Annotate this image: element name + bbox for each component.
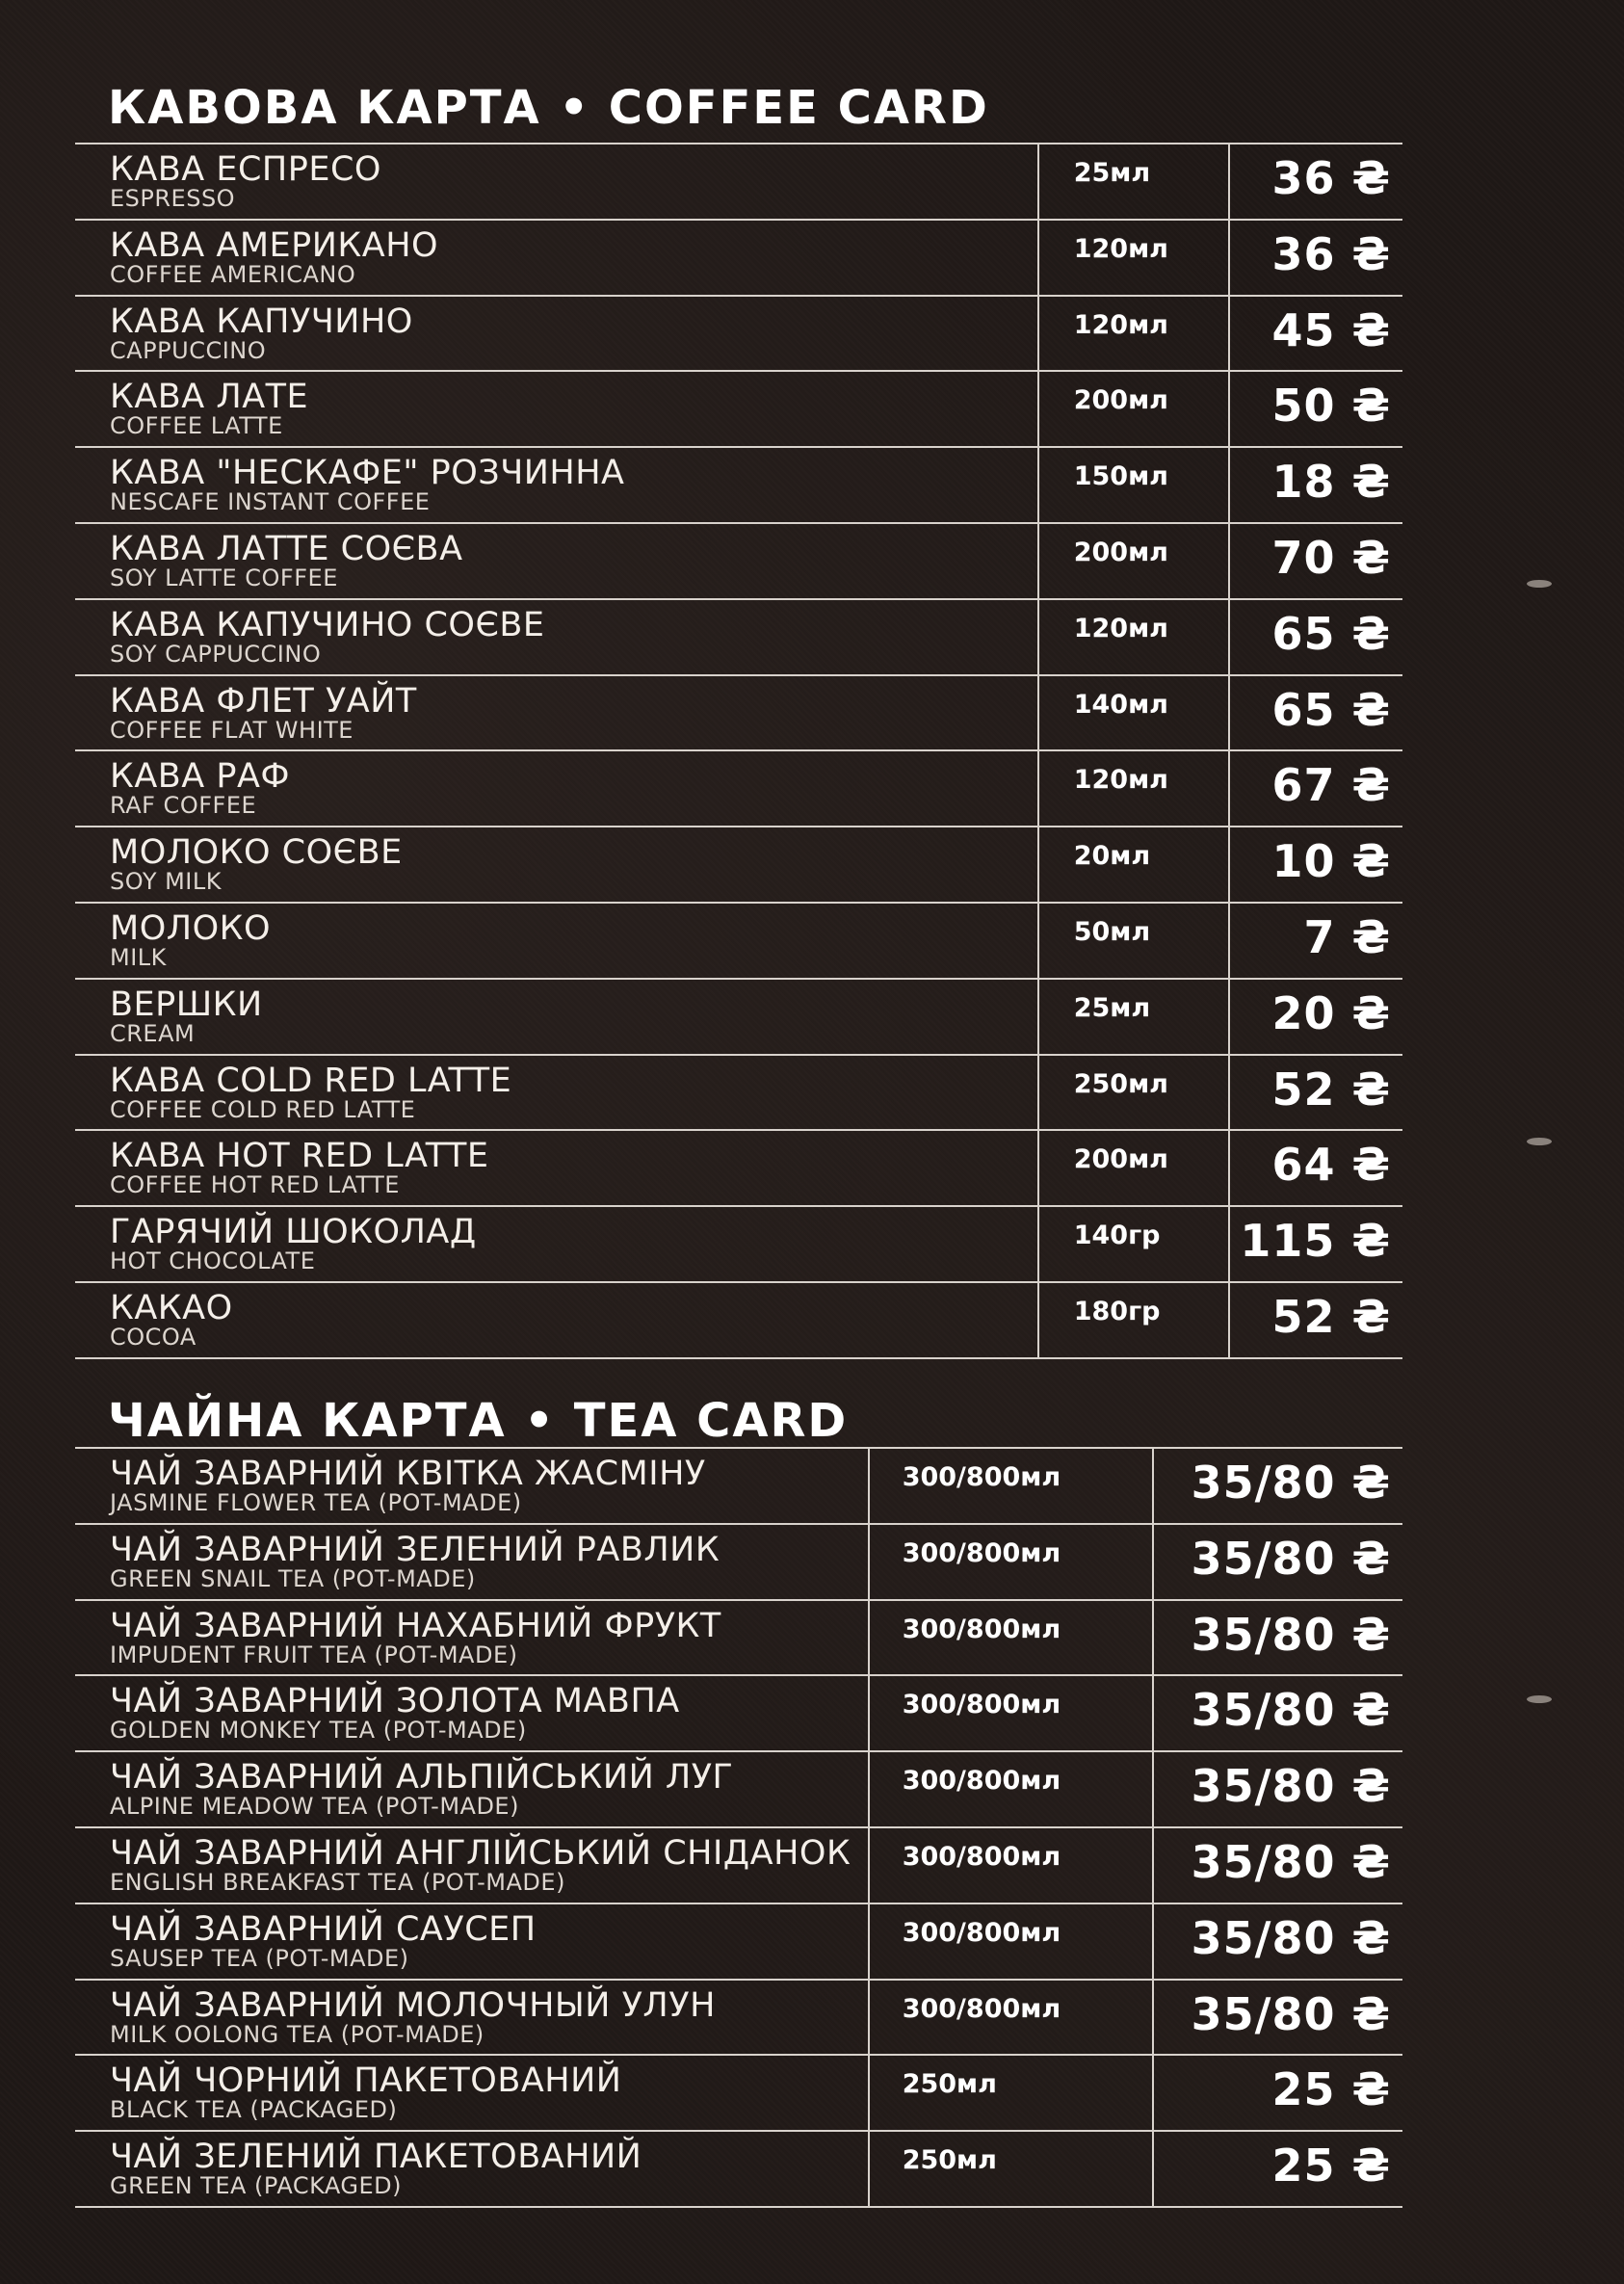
tea-menu-body [75,1448,1402,2207]
item-name-en: COFFEE LATTE [110,412,283,440]
item-volume-cell [1038,750,1230,827]
item-price-cell [1153,1751,1402,1827]
item-name-en: GREEN SNAIL TEA (POT-MADE) [110,1564,476,1592]
item-volume: 200мл [1073,1144,1168,1175]
item-price: 25 ₴ [1271,2063,1391,2116]
item-volume: 300/800мл [902,1537,1061,1568]
decorative-dot [1527,580,1552,588]
item-price: 7 ₴ [1303,910,1391,963]
tea-menu-row [75,1524,1402,1600]
item-name-en: IMPUDENT FRUIT TEA (POT-MADE) [110,1641,518,1668]
item-name-en: GOLDEN MONKEY TEA (POT-MADE) [110,1717,527,1745]
item-name-cell [75,371,1038,447]
item-volume-cell [1038,675,1230,751]
item-volume: 180гр [1073,1296,1161,1326]
tea-menu-row [75,2131,1402,2207]
item-volume-cell [1038,1282,1230,1358]
item-name-cell [75,1903,869,1980]
coffee-menu-row [75,447,1402,523]
item-name-ua: КАВА РАФ [110,757,291,797]
item-name-ua: КАВА ЛАТЕ [110,378,309,417]
item-volume-cell [1038,1206,1230,1282]
coffee-menu-row [75,979,1402,1055]
item-name-ua: ЧАЙ ЗАВАРНИЙ АНГЛІЙСЬКИЙ СНІДАНОК [110,1833,851,1873]
item-price: 35/80 ₴ [1191,1608,1391,1661]
decorative-dot [1527,1695,1552,1703]
item-price: 70 ₴ [1271,531,1391,584]
coffee-menu-row [75,371,1402,447]
item-name-cell [75,903,1038,979]
item-price: 36 ₴ [1271,152,1391,204]
item-price-cell [1229,144,1402,220]
item-volume-cell [869,1524,1154,1600]
item-name-ua: КАКАО [110,1288,233,1327]
item-volume: 140гр [1073,1221,1161,1251]
item-price: 35/80 ₴ [1191,1987,1391,2040]
item-name-en: SOY MILK [110,868,222,896]
coffee-menu-row [75,1055,1402,1131]
item-name-ua: ЧАЙ ЗАВАРНИЙ АЛЬПІЙСЬКИЙ ЛУГ [110,1758,734,1798]
item-price-cell [1153,1448,1402,1524]
item-name-cell [75,220,1038,296]
item-volume-cell [1038,979,1230,1055]
item-name-ua: КАВА ЕСПРЕСО [110,150,381,189]
item-name-cell [75,523,1038,599]
item-name-ua: КАВА HOT RED LATTE [110,1137,489,1176]
item-price: 18 ₴ [1271,456,1391,509]
item-volume: 250мл [902,2069,997,2100]
item-name-ua: ВЕРШКИ [110,984,263,1024]
item-price: 65 ₴ [1271,683,1391,736]
coffee-menu-row [75,1130,1402,1206]
item-volume-cell [1038,144,1230,220]
item-name-en: COFFEE COLD RED LATTE [110,1095,416,1123]
item-name-cell [75,447,1038,523]
item-name-en: SAUSEP TEA (POT-MADE) [110,1944,409,1972]
item-name-cell [75,1448,869,1524]
item-name-ua: КАВА КАПУЧИНО [110,302,413,341]
item-volume-cell [869,1751,1154,1827]
item-volume-cell [1038,371,1230,447]
tea-menu-row [75,1751,1402,1827]
item-name-en: MILK OOLONG TEA (POT-MADE) [110,2020,485,2048]
item-name-cell [75,2131,869,2207]
item-volume-cell [1038,220,1230,296]
item-name-en: SOY LATTE COFFEE [110,564,338,591]
item-price-cell [1229,903,1402,979]
item-name-ua: КАВА ЛАТТЕ СОЄВА [110,529,463,568]
item-price-cell [1153,1827,1402,1903]
tea-card-title: ЧАЙНА КАРТА • TEA CARD [108,1394,849,1448]
item-volume: 50мл [1073,916,1151,947]
item-name-ua: ЧАЙ ЗЕЛЕНИЙ ПАКЕТОВАНИЙ [110,2138,642,2177]
item-volume: 20мл [1073,841,1151,872]
tea-menu-row [75,1827,1402,1903]
item-price-cell [1153,1524,1402,1600]
item-name-ua: ГАРЯЧИЙ ШОКОЛАД [110,1213,477,1252]
item-name-cell [75,1600,869,1676]
item-name-cell [75,1827,869,1903]
item-name-ua: ЧАЙ ЗАВАРНИЙ МОЛОЧНЫЙ УЛУН [110,1985,716,2025]
item-volume: 300/800мл [902,1841,1061,1872]
item-name-cell [75,979,1038,1055]
item-name-en: MILK [110,943,167,971]
item-volume-cell [1038,903,1230,979]
item-volume-cell [1038,1130,1230,1206]
item-price-cell [1229,1206,1402,1282]
item-name-ua: КАВА COLD RED LATTE [110,1061,512,1100]
item-volume-cell [1038,827,1230,903]
item-price-cell [1229,1282,1402,1358]
item-name-en: NESCAFE INSTANT COFFEE [110,488,431,516]
item-price: 35/80 ₴ [1191,1835,1391,1888]
item-name-cell [75,1130,1038,1206]
item-volume-cell [869,1980,1154,2056]
item-volume-cell [869,1600,1154,1676]
item-volume-cell [869,1675,1154,1751]
item-volume: 150мл [1073,461,1168,492]
item-price-cell [1229,296,1402,372]
tea-menu-row [75,2055,1402,2131]
tea-menu-row [75,1980,1402,2056]
item-price-cell [1229,750,1402,827]
item-volume: 200мл [1073,385,1168,416]
item-name-ua: МОЛОКО СОЄВЕ [110,833,403,873]
coffee-menu-table [75,143,1402,1359]
tea-menu-row [75,1675,1402,1751]
item-volume: 25мл [1073,992,1151,1023]
item-price-cell [1229,220,1402,296]
item-price-cell [1229,675,1402,751]
item-name-cell [75,599,1038,675]
item-name-en: SOY CAPPUCCINO [110,640,322,668]
item-price-cell [1153,1903,1402,1980]
item-price: 25 ₴ [1271,2140,1391,2192]
item-volume-cell [1038,1055,1230,1131]
item-price: 36 ₴ [1271,227,1391,280]
item-price-cell [1229,523,1402,599]
item-volume: 300/800мл [902,1462,1061,1492]
item-name-en: BLACK TEA (PACKAGED) [110,2096,398,2124]
item-price: 45 ₴ [1271,303,1391,356]
item-name-en: COFFEE HOT RED LATTE [110,1171,400,1199]
item-volume-cell [869,1903,1154,1980]
item-name-en: JASMINE FLOWER TEA (POT-MADE) [110,1489,522,1516]
item-name-en: ENGLISH BREAKFAST TEA (POT-MADE) [110,1868,565,1896]
item-name-ua: МОЛОКО [110,908,272,948]
item-volume: 250мл [902,2145,997,2176]
item-volume: 120мл [1073,233,1168,264]
decorative-dot [1527,1138,1552,1145]
item-price-cell [1153,2131,1402,2207]
item-name-en: HOT CHOCOLATE [110,1247,316,1275]
item-name-cell [75,1751,869,1827]
item-name-cell [75,1206,1038,1282]
item-price-cell [1153,1675,1402,1751]
item-name-en: CAPPUCCINO [110,336,267,364]
item-price: 67 ₴ [1271,759,1391,812]
item-name-en: CREAM [110,1019,196,1047]
item-price-cell [1229,827,1402,903]
item-volume: 200мл [1073,537,1168,567]
coffee-menu-row [75,144,1402,220]
coffee-menu-row [75,523,1402,599]
item-name-cell [75,2055,869,2131]
coffee-menu-row [75,1206,1402,1282]
item-name-ua: ЧАЙ ЗАВАРНИЙ НАХАБНИЙ ФРУКТ [110,1606,721,1645]
item-name-en: ESPRESSO [110,185,236,212]
coffee-menu-row [75,220,1402,296]
item-name-ua: ЧАЙ ЗАВАРНИЙ ЗОЛОТА МАВПА [110,1682,680,1721]
item-price: 35/80 ₴ [1191,1457,1391,1509]
item-name-ua: ЧАЙ ЧОРНИЙ ПАКЕТОВАНИЙ [110,2061,622,2101]
item-volume: 120мл [1073,613,1168,643]
item-volume-cell [1038,599,1230,675]
item-price-cell [1229,979,1402,1055]
item-volume: 120мл [1073,765,1168,796]
item-volume-cell [869,1448,1154,1524]
item-name-cell [75,675,1038,751]
item-name-en: COCOA [110,1323,196,1351]
item-volume: 300/800мл [902,1614,1061,1644]
item-volume: 300/800мл [902,1766,1061,1797]
item-name-ua: КАВА "НЕСКАФЕ" РОЗЧИННА [110,454,625,493]
item-volume: 140мл [1073,689,1168,720]
item-price-cell [1229,1130,1402,1206]
item-price: 35/80 ₴ [1191,1532,1391,1585]
item-name-en: RAF COFFEE [110,792,257,820]
item-price-cell [1153,1600,1402,1676]
coffee-menu-row [75,903,1402,979]
item-name-en: GREEN TEA (PACKAGED) [110,2172,403,2200]
item-volume-cell [1038,296,1230,372]
item-volume-cell [869,1827,1154,1903]
item-price: 35/80 ₴ [1191,1760,1391,1813]
coffee-menu-row [75,296,1402,372]
item-price: 115 ₴ [1240,1215,1391,1268]
item-name-cell [75,1524,869,1600]
item-name-cell [75,296,1038,372]
item-price: 35/80 ₴ [1191,1911,1391,1964]
item-name-cell [75,750,1038,827]
item-price-cell [1229,599,1402,675]
item-price: 52 ₴ [1271,1063,1391,1116]
tea-menu-table [75,1447,1402,2208]
item-price: 35/80 ₴ [1191,1684,1391,1737]
item-volume: 250мл [1073,1068,1168,1099]
item-price: 65 ₴ [1271,607,1391,660]
coffee-menu-row [75,750,1402,827]
item-volume-cell [1038,447,1230,523]
item-price-cell [1153,1980,1402,2056]
item-name-cell [75,1675,869,1751]
item-price: 20 ₴ [1271,986,1391,1039]
item-volume-cell [1038,523,1230,599]
item-name-cell [75,1055,1038,1131]
item-name-en: ALPINE MEADOW TEA (POT-MADE) [110,1793,519,1821]
coffee-menu-row [75,1282,1402,1358]
coffee-card-title: КАВОВА КАРТА • COFFEE CARD [108,81,989,135]
item-name-cell [75,1980,869,2056]
item-volume: 300/800мл [902,1690,1061,1720]
item-volume-cell [869,2055,1154,2131]
item-volume: 120мл [1073,309,1168,340]
item-name-cell [75,827,1038,903]
item-price-cell [1153,2055,1402,2131]
item-volume: 300/800мл [902,1917,1061,1948]
item-price-cell [1229,1055,1402,1131]
item-name-ua: КАВА ФЛЕТ УАЙТ [110,681,417,721]
item-price-cell [1229,371,1402,447]
item-price: 50 ₴ [1271,380,1391,433]
item-price: 64 ₴ [1271,1139,1391,1192]
item-name-cell [75,144,1038,220]
item-volume: 25мл [1073,158,1151,188]
item-name-ua: ЧАЙ ЗАВАРНИЙ ЗЕЛЕНИЙ РАВЛИК [110,1530,720,1569]
item-price: 10 ₴ [1271,835,1391,888]
item-price: 52 ₴ [1271,1290,1391,1343]
item-name-ua: КАВА АМЕРИКАНО [110,225,439,265]
item-volume-cell [869,2131,1154,2207]
tea-menu-row [75,1600,1402,1676]
coffee-menu-body [75,144,1402,1358]
coffee-menu-row [75,599,1402,675]
item-name-en: COFFEE FLAT WHITE [110,716,354,744]
coffee-menu-row [75,827,1402,903]
item-name-ua: КАВА КАПУЧИНО СОЄВЕ [110,605,545,644]
tea-menu-row [75,1448,1402,1524]
item-name-ua: ЧАЙ ЗАВАРНИЙ КВІТКА ЖАСМІНУ [110,1455,706,1493]
item-volume: 300/800мл [902,1993,1061,2024]
item-name-ua: ЧАЙ ЗАВАРНИЙ САУСЕП [110,1909,537,1949]
item-name-en: COFFEE AMERICANO [110,260,356,288]
tea-menu-row [75,1903,1402,1980]
coffee-menu-row [75,675,1402,751]
item-name-cell [75,1282,1038,1358]
item-price-cell [1229,447,1402,523]
